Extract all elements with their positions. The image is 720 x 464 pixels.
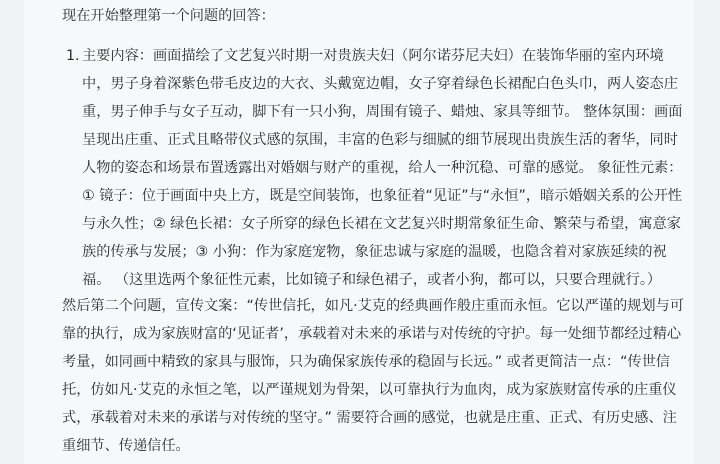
list-line: 重，男子伸手与女子互动，脚下有一只小狗，周围有镜子、蜡烛、家具等细节。 整体氛围：画面 xyxy=(82,104,683,120)
list-line: 呈现出庄重、正式且略带仪式感的氛围，丰富的色彩与细腻的细节展现出贵族生活的奢华，同时 xyxy=(82,132,678,148)
list-line: 族的传承与发展；③ 小狗：作为家庭宠物，象征忠诚与家庭的温暖，也隐含着对家族延续的祝 xyxy=(82,244,667,260)
paragraph-line: 式，承载着对未来的承诺与对传统的坚守。” 需要符合画的感觉，也就是庄重、正式、有历史感、注 xyxy=(62,410,677,426)
paragraph-line: 考量，如同画中精致的家具与服饰，只为确保家族传承的稳固与长远。” 或者更简洁一点：“传世信 xyxy=(62,354,670,370)
list-line: 人物的姿态和场景布置透露出对婚姻与财产的重视，给人一种沉稳、可靠的感觉。 象征性元素： xyxy=(82,160,683,176)
paragraph-line: 然后第二个问题，宣传文案：“传世信托，如凡·艾克的经典画作般庄重而永恒。它以严谨的规划与可 xyxy=(62,298,684,314)
paragraph-line: 靠的执行，成为家族财富的‘见证者’，承载着对未来的承诺与对传统的守护。每一处细节都经过精心 xyxy=(62,326,682,342)
list-line: 与永久性；② 绿色长裙：女子所穿的绿色长裙在文艺复兴时期常象征生命、繁荣与希望，寓意家 xyxy=(82,216,681,232)
list-line: 主要内容：画面描绘了文艺复兴时期一对贵族夫妇（阿尔诺芬尼夫妇）在装饰华丽的室内环境 xyxy=(82,48,664,64)
paragraph-line: 托，仿如凡·艾克的永恒之笔，以严谨规划为骨架，以可靠执行为血肉，成为家族财富传承的庄重仪 xyxy=(62,382,677,398)
list-line: 福。 （这里选两个象征性元素，比如镜子和绿色裙子，或者小狗，都可以，只要合理就行。） xyxy=(82,272,662,288)
paragraph-line: 重细节、传递信任。 xyxy=(62,438,190,454)
intro-text: 现在开始整理第一个问题的回答： xyxy=(62,8,275,24)
list-number: 1. xyxy=(66,48,80,64)
list-line: ① 镜子：位于画面中央上方，既是空间装饰，也象征着“见证”与“永恒”，暗示婚姻关系的公开性 xyxy=(82,188,682,204)
list-line: 中，男子身着深紫色带毛皮边的大衣、头戴宽边帽，女子穿着绿色长裙配白色头巾，两人姿态庄 xyxy=(82,76,678,92)
